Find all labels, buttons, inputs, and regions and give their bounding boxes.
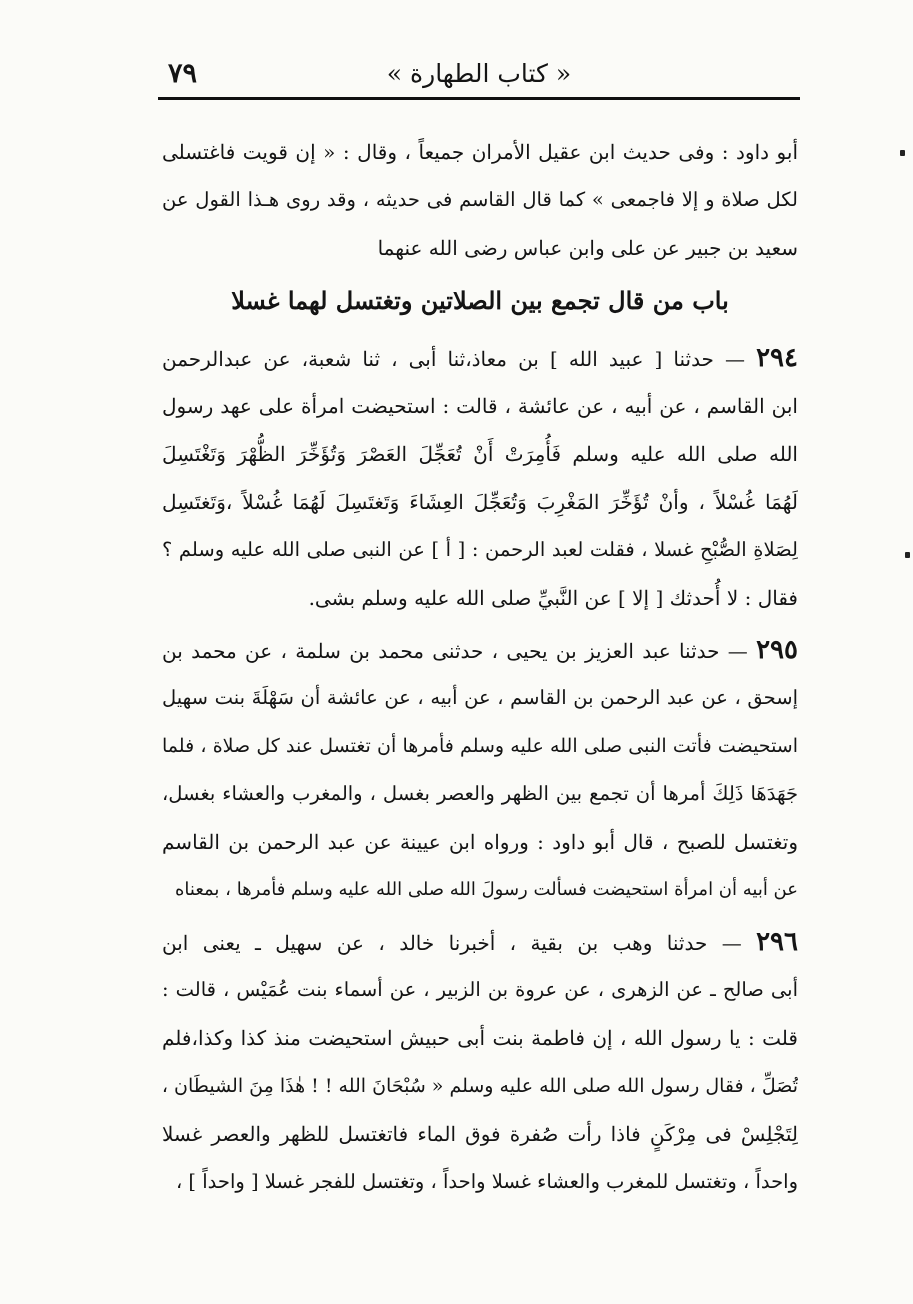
margin-mark xyxy=(905,552,910,558)
text-line: واحداً ، وتغتسل للمغرب والعشاء غسلا واحداً ، وتغتسل للفجر غسلا [ واحداً ] ، xyxy=(175,1170,798,1193)
margin-mark xyxy=(900,150,905,156)
text-line: قلت : يا رسول الله ، إن فاطمة بنت أبى حبيش استحيضت منذ كذا وكذا،فلم xyxy=(162,1026,798,1050)
text-line: لَهُمَا غُسْلاً ، وأنْ تُؤَخِّرَ المَغْرِبَ وَتُعَجِّلَ العِشَاءَ وَتَغتَسِلَ لَهُمَا غُسْلاً ،وَتَغتَسِل xyxy=(162,490,798,514)
text-line: عن أبيه أن امرأة استحيضت فسألت رسولَ الله صلى الله عليه وسلم فأمرها ، بمعناه xyxy=(175,879,798,900)
header-rule xyxy=(158,97,800,100)
page-header xyxy=(158,52,800,98)
text-line: الله صلى الله عليه وسلم فَأُمِرَتْ أَنْ تُعَجِّلَ العَصْرَ وَتُؤَخِّرَ الظُّهْرَ وَتَغْتَسِلَ xyxy=(162,442,798,466)
text-segment: — حدثنا [ عبيد الله ] بن معاذ،ثنا أبى ، ثنا شعبة، عن عبدالرحمن xyxy=(162,347,757,371)
hadith-number: ٢٩٥ xyxy=(756,635,798,665)
intro-paragraph xyxy=(162,128,798,272)
text-line: أبو داود : وفى حديث ابن عقيل الأمران جميعاً ، وقال : « إن قويت فاغتسلى xyxy=(162,140,798,164)
hadith-294 xyxy=(162,334,798,622)
hadith-296 xyxy=(162,918,798,1206)
page-number: ٧٩ xyxy=(168,58,198,89)
hadith-first-line xyxy=(162,334,798,382)
text-line: إسحق ، عن عبد الرحمن بن القاسم ، عن أبيه ، عن عائشة أن سَهْلَةَ بنت سهيل xyxy=(162,686,798,709)
running-title: « كتاب الطهارة » xyxy=(386,59,572,88)
text-line: استحيضت فأتت النبى صلى الله عليه وسلم فأمرها أن تغتسل عند كل صلاة ، فلما xyxy=(162,735,798,757)
hadith-first-line xyxy=(162,626,798,674)
text-line: فقال : لا أُحدثك [ إلا ] عن النَّبيِّ صلى الله عليه وسلم بشى. xyxy=(308,586,798,610)
text-line: لِصَلاةِ الصُّبْحِ غسلا ، فقلت لعبد الرحمن : [ أ ] عن النبى صلى الله عليه وسلم ؟ xyxy=(162,538,798,561)
page-body xyxy=(162,128,798,1206)
text-line: تُصَلِّ ، فقال رسول الله صلى الله عليه وسلم « سُبْحَانَ الله ! ! هٰذَا مِنَ الشيطَان ، xyxy=(162,1075,798,1097)
text-line: ابن القاسم ، عن أبيه ، عن عائشة ، قالت : استحيضت امرأة على عهد رسول xyxy=(162,394,798,418)
text-line: لكل صلاة و إلا فاجمعى » كما قال القاسم فى حديثه ، وقد روى هـذا القول عن xyxy=(162,188,798,211)
text-line: جَهَدَهَا ذَلِكَ أمرها أن تجمع بين الظهر والعصر بغسل ، والمغرب والعشاء بغسل، xyxy=(162,782,798,805)
text-line: أبى صالح ـ عن الزهرى ، عن عروة بن الزبير ، عن أسماء بنت عُمَيْس ، قالت : xyxy=(162,978,798,1001)
chapter-heading: باب من قال تجمع بين الصلاتين وتغتسل لهما غسلا xyxy=(231,286,729,315)
text-line: لِتَجْلِسْ فى مِرْكَنٍ فاذا رأت صُفرة فوق الماء فاتغتسل للظهر والعصر غسلا xyxy=(162,1122,798,1146)
hadith-first-line xyxy=(162,918,798,966)
text-segment: — حدثنا وهب بن بقية ، أخبرنا خالد ، عن سهيل ـ يعنى ابن xyxy=(162,931,757,955)
text-line: سعيد بن جبير عن على وابن عباس رضى الله عنهما xyxy=(377,236,798,260)
text-line: وتغتسل للصبح ، قال أبو داود : ورواه ابن عيينة عن عبد الرحمن بن القاسم xyxy=(162,830,798,854)
text-segment: — حدثنا عبد العزيز بن يحيى ، حدثنى محمد بن سلمة ، عن محمد بن xyxy=(162,639,757,663)
hadith-number: ٢٩٤ xyxy=(756,343,798,373)
hadith-number: ٢٩٦ xyxy=(756,927,798,957)
hadith-295 xyxy=(162,626,798,914)
